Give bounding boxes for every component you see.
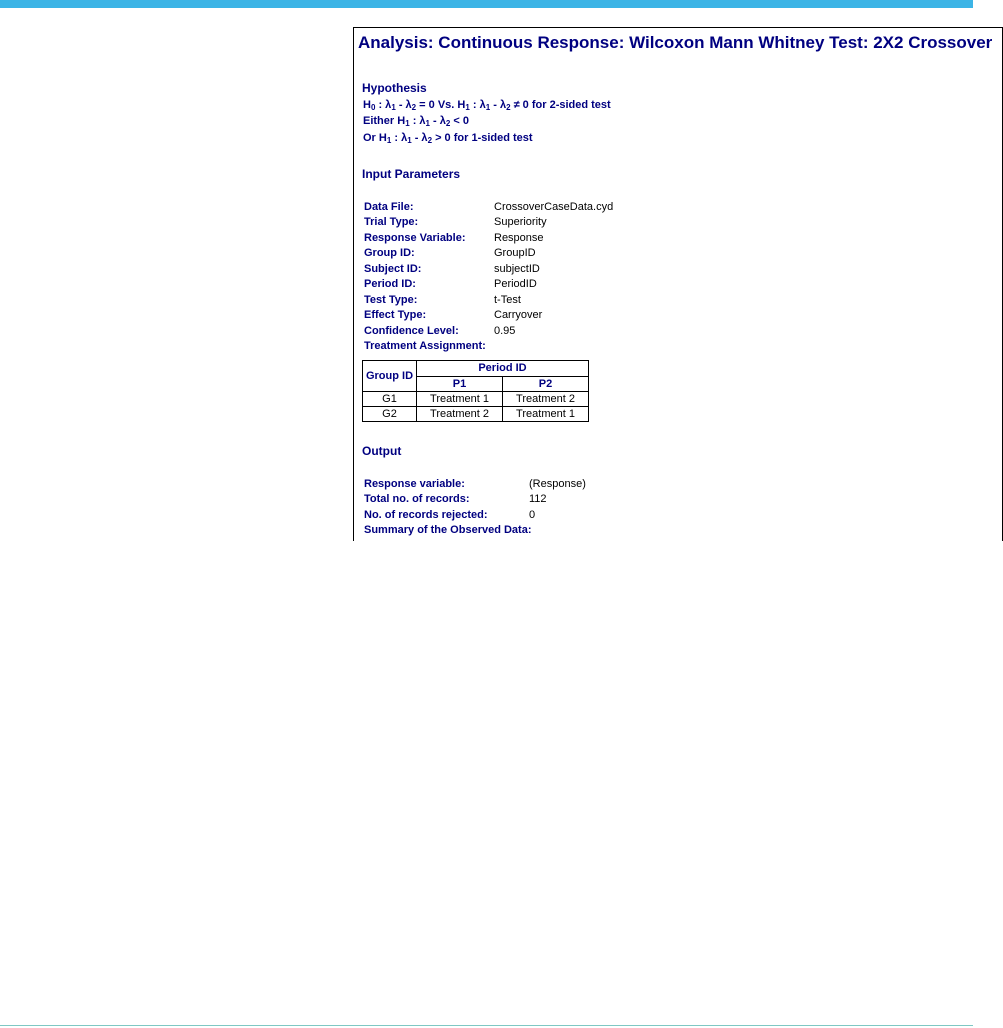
table-row <box>363 407 589 422</box>
hypothesis-line-less: Either $H_1$ : $\lambda_1 - \lambda_2 < 0$ <box>363 115 470 128</box>
bottom-rule <box>0 1025 973 1026</box>
param-label: Test Type: <box>364 294 418 306</box>
param-value: CrossoverCaseData.cyd <box>494 201 614 213</box>
param-label: Effect Type: <box>364 309 427 321</box>
group-cell: G1 <box>363 392 417 407</box>
param-label: Data File: <box>364 201 414 213</box>
param-value: t-Test <box>494 294 521 306</box>
hypothesis-line-greater: Or $H_1$ : $\lambda_1 - \lambda_2 > 0$ for 1-sided test <box>363 132 533 145</box>
param-label: Confidence Level: <box>364 325 459 337</box>
treatment-assignment-table <box>362 360 589 422</box>
param-value: GroupID <box>494 247 536 259</box>
group-cell: G2 <box>363 407 417 422</box>
param-label: Trial Type: <box>364 216 419 228</box>
hypothesis-line-two-sided: $H_0$ : $\lambda_1 - \lambda_2 = 0$ Vs. $H_1$ : $\lambda_1 - \lambda_2 \ne 0$ for 2-sided test <box>363 99 611 112</box>
param-label: Treatment Assignment: <box>364 340 486 352</box>
hypothesis-heading: Hypothesis <box>362 81 427 95</box>
period-column-header: P1 <box>417 376 503 392</box>
param-value: Carryover <box>494 309 543 321</box>
param-value: 0.95 <box>494 325 516 337</box>
param-label: Period ID: <box>364 278 416 290</box>
output-value: 112 <box>529 493 547 505</box>
group-id-header: Group ID <box>363 361 417 392</box>
output-label: No. of records rejected: <box>364 509 488 521</box>
table-row <box>363 392 589 407</box>
output-value: (Response) <box>529 478 586 490</box>
period-column-header: P2 <box>503 376 589 392</box>
treatment-cell: Treatment 2 <box>417 407 503 422</box>
output-heading: Output <box>362 444 402 458</box>
param-value: subjectID <box>494 263 540 275</box>
treatment-cell: Treatment 2 <box>503 392 589 407</box>
treatment-cell: Treatment 1 <box>503 407 589 422</box>
param-value: Response <box>494 232 544 244</box>
output-label: Summary of the Observed Data: <box>364 524 532 536</box>
output-value: 0 <box>529 509 536 521</box>
param-label: Group ID: <box>364 247 415 259</box>
input-parameters-heading: Input Parameters <box>362 167 461 181</box>
param-value: PeriodID <box>494 278 537 290</box>
top-accent-bar <box>0 0 973 8</box>
report-title: Analysis: Continuous Response: Wilcoxon Mann Whitney Test: 2X2 Crossover <box>358 33 993 52</box>
param-label: Response Variable: <box>364 232 466 244</box>
param-value: Superiority <box>494 216 547 228</box>
output-label: Response variable: <box>364 478 465 490</box>
output-label: Total no. of records: <box>364 493 470 505</box>
period-id-header: Period ID <box>417 361 589 377</box>
report-panel <box>353 27 1003 541</box>
table-header-row <box>363 361 589 377</box>
treatment-cell: Treatment 1 <box>417 392 503 407</box>
param-label: Subject ID: <box>364 263 422 275</box>
